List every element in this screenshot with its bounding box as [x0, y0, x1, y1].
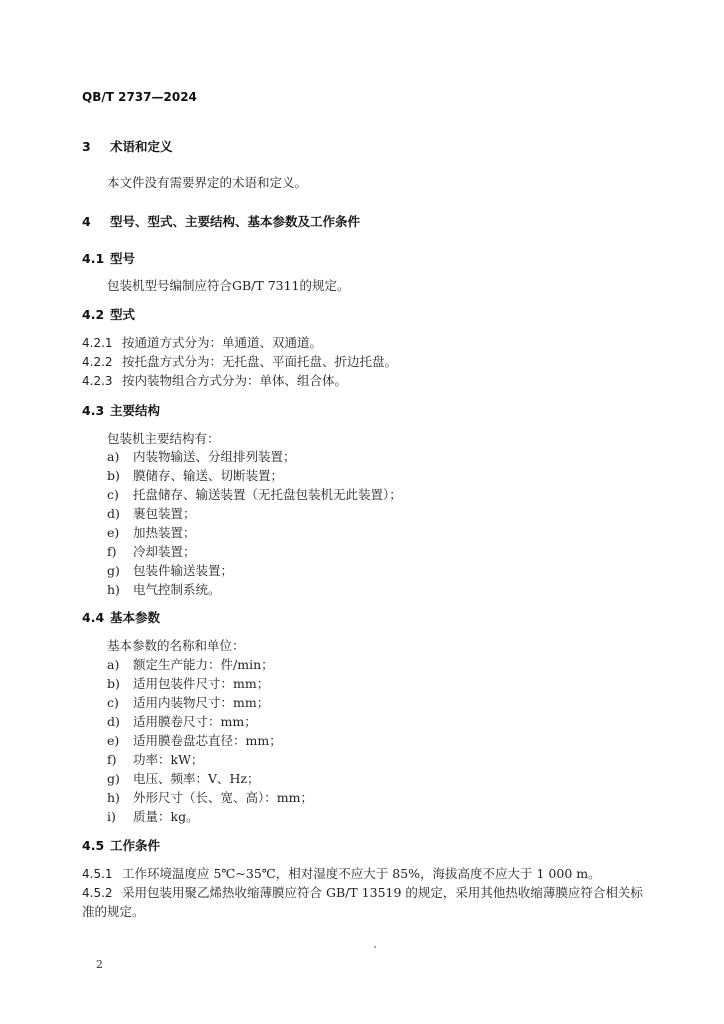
- list-text: 功率：kW；: [133, 752, 204, 767]
- list-item: [107, 485, 402, 503]
- list-item: [107, 788, 313, 806]
- section-4-3-intro: 包装机主要结构有：: [107, 431, 220, 446]
- list-marker: i): [107, 809, 116, 824]
- list-marker: h): [107, 582, 120, 597]
- section-title: 型号、型式、主要结构、基本参数及工作条件: [110, 214, 361, 229]
- list-marker: a): [107, 657, 120, 672]
- clause-number: 4.2.2: [82, 355, 113, 369]
- section-title: 主要结构: [110, 403, 161, 418]
- section-4-4-heading: [82, 608, 160, 626]
- section-title: 型式: [110, 307, 136, 322]
- list-marker: g): [107, 771, 120, 786]
- list-marker: e): [107, 525, 120, 540]
- list-text: 适用内装物尺寸：mm；: [133, 695, 270, 710]
- section-4-1-heading: [82, 249, 135, 267]
- clause-4-2-1: [82, 333, 322, 351]
- list-item: [107, 504, 196, 522]
- list-text: 适用膜卷盘芯直径：mm；: [133, 733, 282, 748]
- list-item: [107, 542, 196, 560]
- section-title: 术语和定义: [110, 139, 173, 154]
- list-marker: d): [107, 506, 120, 521]
- list-marker: b): [107, 676, 120, 691]
- list-text: 托盘储存、输送装置（无托盘包装机无此装置）；: [133, 487, 402, 502]
- list-item: [107, 655, 274, 673]
- list-text: 额定生产能力：件/min；: [133, 657, 274, 672]
- list-text: 内装物输送、分组排列装置；: [133, 449, 296, 464]
- clause-4-5-1: [82, 864, 601, 882]
- page-number: 2: [96, 958, 103, 971]
- list-item: [107, 466, 283, 484]
- clause-number: 4.2.1: [82, 336, 113, 350]
- list-marker: h): [107, 790, 120, 805]
- section-3-heading: [82, 137, 173, 155]
- list-text: 电气控制系统。: [133, 582, 221, 597]
- list-text: 加热装置；: [133, 525, 196, 540]
- list-item: [107, 693, 269, 711]
- list-marker: c): [107, 487, 119, 502]
- clause-number: 4.5.1: [82, 867, 113, 881]
- list-text: 包装件输送装置；: [133, 563, 234, 578]
- section-4-4-intro: 基本参数的名称和单位：: [107, 638, 245, 653]
- list-item: [107, 674, 269, 692]
- list-item: [107, 750, 203, 768]
- section-number: 3: [82, 139, 91, 154]
- list-text: 质量：kg。: [133, 809, 199, 824]
- standard-code: QB/T 2737—2024: [82, 90, 197, 104]
- list-marker: c): [107, 695, 119, 710]
- clause-text: 工作环境温度应 5℃~35℃，相对湿度不应大于 85%，海拔高度不应大于 1 000 m。: [122, 866, 601, 881]
- list-text: 冷却装置；: [133, 544, 196, 559]
- clause-text: 按通道方式分为：单通道、双通道。: [122, 335, 323, 350]
- section-title: 型号: [110, 251, 136, 266]
- section-4-heading: [82, 212, 360, 230]
- list-item: [107, 561, 233, 579]
- clause-number: 4.5.2: [82, 886, 113, 900]
- scan-speck: [374, 946, 376, 948]
- list-marker: b): [107, 468, 120, 483]
- section-number: 4.4: [82, 610, 105, 625]
- section-number: 4.3: [82, 403, 105, 418]
- list-item: [107, 712, 257, 730]
- list-item: [107, 523, 196, 541]
- list-item: [107, 731, 282, 749]
- section-number: 4: [82, 214, 91, 229]
- clause-number: 4.2.3: [82, 374, 113, 388]
- section-4-2-heading: [82, 305, 135, 323]
- list-text: 适用包装件尺寸：mm；: [133, 676, 270, 691]
- list-text: 裹包装置；: [133, 506, 196, 521]
- list-text: 适用膜卷尺寸：mm；: [133, 714, 257, 729]
- section-4-5-heading: [82, 836, 160, 854]
- list-item: [107, 580, 221, 598]
- section-4-1-body: 包装机型号编制应符合GB/T 7311的规定。: [107, 278, 350, 293]
- clause-text: 按内装物组合方式分为：单体、组合体。: [122, 373, 348, 388]
- list-item: [107, 769, 260, 787]
- list-item: [107, 447, 296, 465]
- clause-4-5-2-continuation: 准的规定。: [82, 904, 145, 919]
- list-marker: f): [107, 544, 117, 559]
- section-number: 4.1: [82, 251, 105, 266]
- section-title: 工作条件: [110, 838, 161, 853]
- list-item: [107, 807, 199, 825]
- section-number: 4.2: [82, 307, 105, 322]
- list-text: 外形尺寸（长、宽、高）：mm；: [133, 790, 313, 805]
- clause-text-line-1: 采用包装用聚乙烯热收缩薄膜应符合 GB/T 13519 的规定，采用其他热收缩薄膜应符合相关标: [122, 885, 643, 900]
- list-marker: a): [107, 449, 120, 464]
- clause-4-2-3: [82, 371, 347, 389]
- clause-text: 按托盘方式分为：无托盘、平面托盘、折边托盘。: [122, 354, 398, 369]
- list-marker: e): [107, 733, 120, 748]
- section-number: 4.5: [82, 838, 105, 853]
- clause-4-5-2: [82, 883, 643, 901]
- list-text: 电压、频率：V、Hz；: [133, 771, 260, 786]
- list-marker: d): [107, 714, 120, 729]
- section-title: 基本参数: [110, 610, 161, 625]
- section-4-3-heading: [82, 401, 160, 419]
- list-marker: f): [107, 752, 117, 767]
- section-3-body: 本文件没有需要界定的术语和定义。: [107, 175, 308, 190]
- clause-4-2-2: [82, 352, 397, 370]
- list-marker: g): [107, 563, 120, 578]
- list-text: 膜储存、输送、切断装置；: [133, 468, 284, 483]
